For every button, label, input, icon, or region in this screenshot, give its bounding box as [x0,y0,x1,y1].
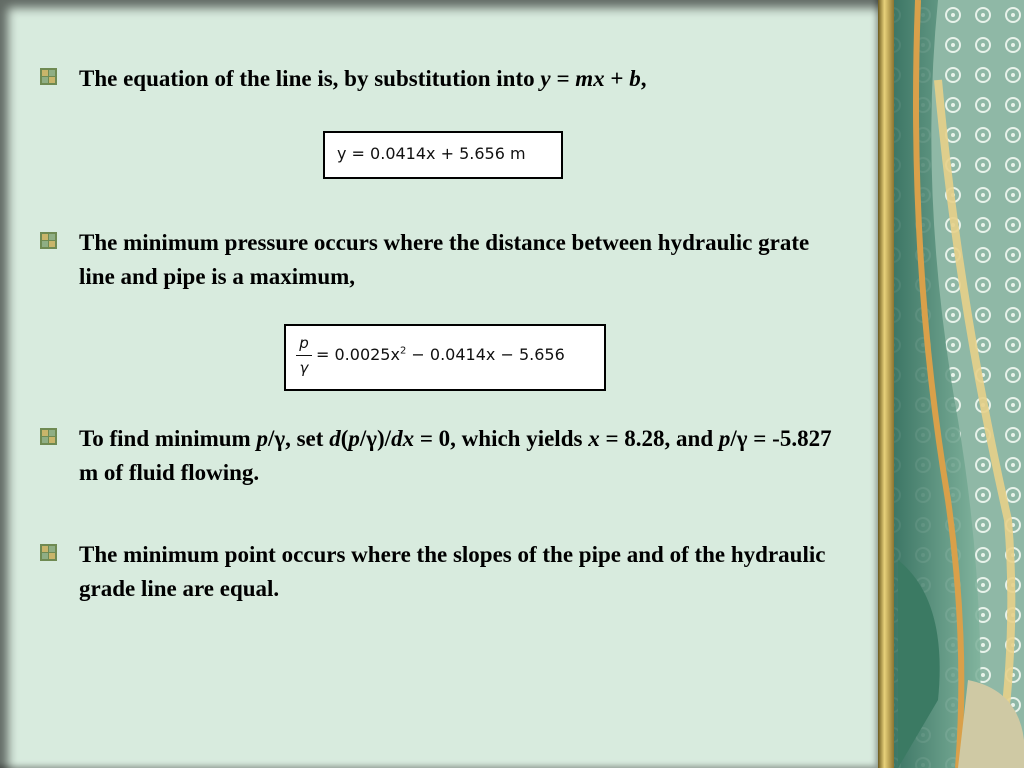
equation-line: y = 0.0414x + 5.656 m [337,144,526,163]
bullet-text-2: The minimum pressure occurs where the distance between hydraulic grate line and pipe is a maximum, [79,230,810,289]
fraction-bar [296,355,312,356]
bullet-text-4: The minimum point occurs where the slopes of the pipe and of the hydraulic grade line are equal. [79,542,826,601]
pressure-fraction [296,334,312,377]
decorative-side-panel [878,0,1024,768]
square-bullet-icon [40,68,57,85]
fraction-numerator: p [299,334,309,352]
equation-pressure-box [284,324,606,391]
equation-pressure-rhs: = $0.0025x^2 - 0.0414x - 5.656$ [316,345,565,364]
square-bullet-icon [40,428,57,445]
square-bullet-icon [40,544,57,561]
square-bullet-icon [40,232,57,249]
equation-line-box [323,131,563,179]
bullet-text-3: To find minimum p/γ, set d(p/γ)/dx = 0, which yields x = 8.28, and p/γ = -5.827 m of fluid flowing. [79,426,832,485]
bullet-text-1: The equation of the line is, by substitution into y = mx + b, [79,66,647,91]
fraction-denominator: γ [299,359,309,377]
decorative-ribbon-art [878,0,1024,768]
